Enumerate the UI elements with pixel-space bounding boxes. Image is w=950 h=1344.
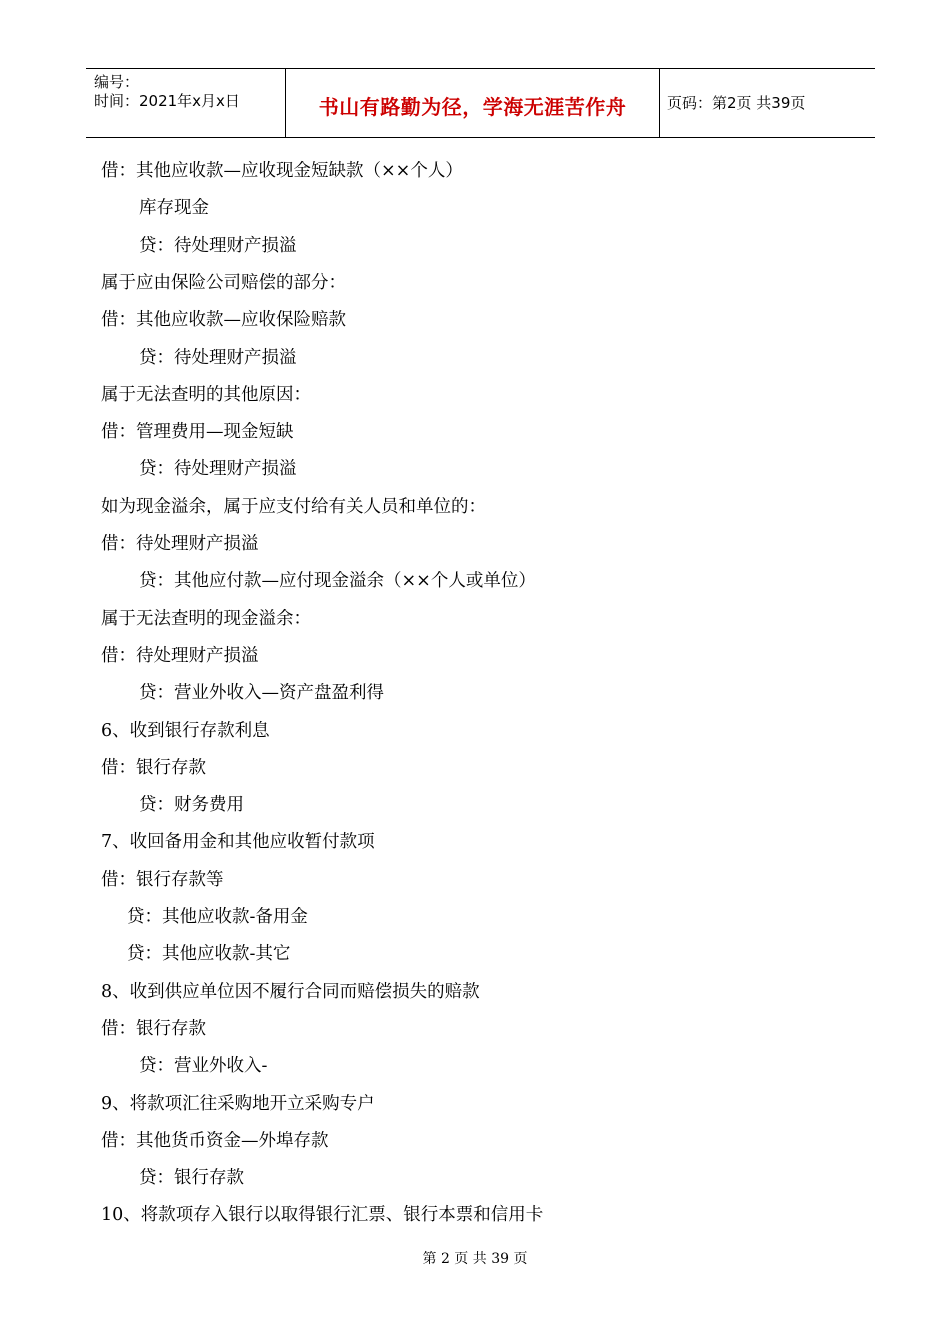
text-line: 贷：财务费用 <box>139 795 244 815</box>
text-line: 贷：银行存款 <box>139 1168 244 1188</box>
text-line: 借：银行存款等 <box>101 870 224 890</box>
text-line: 借：待处理财产损溢 <box>101 534 259 554</box>
header-page-label: 页码：第2页 共39页 <box>667 94 806 112</box>
text-line: 借：其他应收款—应收现金短缺款（××个人） <box>101 161 463 181</box>
text-line: 贷：营业外收入- <box>139 1056 268 1076</box>
text-line: 借：其他货币资金—外埠存款 <box>101 1131 329 1151</box>
text-line: 贷：其他应收款-其它 <box>127 944 291 964</box>
text-line: 贷：待处理财产损溢 <box>139 348 297 368</box>
header-motto: 书山有路勤为径，学海无涯苦作舟 <box>318 95 627 119</box>
page-footer <box>0 1248 950 1268</box>
text-line: 借：待处理财产损溢 <box>101 646 259 666</box>
text-line: 6、收到银行存款利息 <box>101 721 270 741</box>
text-line: 属于无法查明的现金溢余： <box>101 609 311 629</box>
header-right-cell <box>659 69 875 137</box>
text-line: 借：其他应收款—应收保险赔款 <box>101 310 346 330</box>
text-line: 贷：待处理财产损溢 <box>139 236 297 256</box>
header-middle-cell <box>285 69 660 137</box>
text-line: 9、将款项汇往采购地开立采购专户 <box>101 1094 375 1114</box>
text-line: 贷：待处理财产损溢 <box>139 459 297 479</box>
footer-page-number: 第 2 页 共 39 页 <box>422 1251 528 1267</box>
document-number-label: 编号： <box>94 73 140 91</box>
text-line: 8、收到供应单位因不履行合同而赔偿损失的赔款 <box>101 982 480 1002</box>
text-line: 属于无法查明的其他原因： <box>101 385 311 405</box>
text-line: 属于应由保险公司赔偿的部分： <box>101 273 346 293</box>
document-date-label: 时间：2021年x月x日 <box>94 92 240 110</box>
text-line: 借：银行存款 <box>101 1019 206 1039</box>
text-line: 借：银行存款 <box>101 758 206 778</box>
page-header <box>86 68 875 138</box>
text-line: 借：管理费用—现金短缺 <box>101 422 294 442</box>
text-line: 贷：营业外收入—资产盘盈利得 <box>139 683 384 703</box>
text-line: 库存现金 <box>139 198 209 218</box>
text-line: 10、将款项存入银行以取得银行汇票、银行本票和信用卡 <box>101 1205 544 1225</box>
text-line: 如为现金溢余，属于应支付给有关人员和单位的： <box>101 497 486 517</box>
text-line: 7、收回备用金和其他应收暂付款项 <box>101 832 375 852</box>
text-line: 贷：其他应收款-备用金 <box>127 907 308 927</box>
text-line: 贷：其他应付款—应付现金溢余（××个人或单位） <box>139 571 536 591</box>
header-left-cell <box>86 69 285 137</box>
